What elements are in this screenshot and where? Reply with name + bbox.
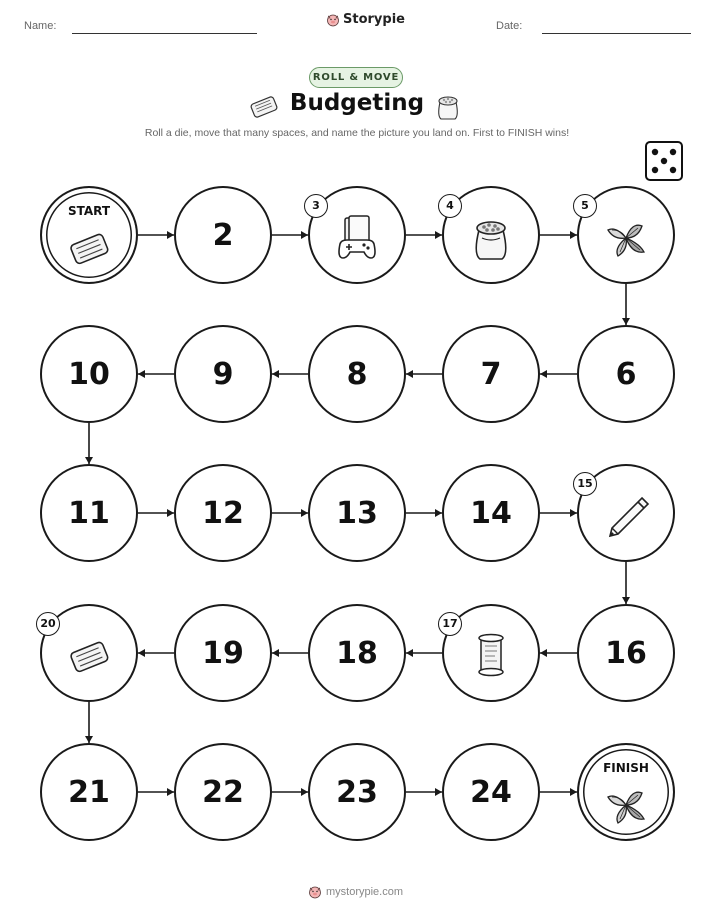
- space-number-badge: 4: [438, 194, 462, 218]
- space-number: 10: [68, 356, 110, 392]
- game-controller-icon: [333, 214, 381, 262]
- scroll-icon: [467, 632, 515, 680]
- board-space-15: [577, 464, 675, 562]
- brand-name: Storypie: [343, 12, 405, 27]
- board-space-11: [40, 464, 138, 562]
- board-space-18: [308, 604, 406, 702]
- board-space-13: [308, 464, 406, 562]
- board-space-14: [442, 464, 540, 562]
- board-space-9: [174, 325, 272, 423]
- board-space-5: [577, 186, 675, 284]
- finish-label: FINISH: [603, 761, 649, 775]
- space-number: 19: [202, 635, 244, 671]
- space-number: 21: [68, 774, 110, 810]
- space-number-badge: 3: [304, 194, 328, 218]
- space-number: 9: [212, 356, 234, 392]
- date-label: Date:: [496, 20, 523, 32]
- board-space-3: [308, 186, 406, 284]
- board-space-4: [442, 186, 540, 284]
- board-space-16: [577, 604, 675, 702]
- start-space: [40, 186, 138, 284]
- leaves-icon: [602, 781, 650, 829]
- finish-space: [577, 743, 675, 841]
- board-space-10: [40, 325, 138, 423]
- footer: [308, 885, 403, 899]
- board-space-24: [442, 743, 540, 841]
- sponge-icon: [65, 224, 113, 272]
- instructions: Roll a die, move that many spaces, and name the picture you land on. First to FINISH wins!: [144, 127, 570, 139]
- space-number: 11: [68, 495, 110, 531]
- board-space-17: [442, 604, 540, 702]
- space-number: 2: [212, 217, 234, 253]
- space-number-badge: 20: [36, 612, 60, 636]
- leaves-icon: [602, 214, 650, 262]
- board-space-2: [174, 186, 272, 284]
- space-number: 12: [202, 495, 244, 531]
- board-space-8: [308, 325, 406, 423]
- space-number: 13: [336, 495, 378, 531]
- space-number: 6: [615, 356, 637, 392]
- board-space-6: [577, 325, 675, 423]
- board-space-12: [174, 464, 272, 562]
- board-space-19: [174, 604, 272, 702]
- sponge-icon: [65, 632, 113, 680]
- pencil-icon: [602, 492, 650, 540]
- page-title: Budgeting: [289, 90, 425, 116]
- footer-url: mystorypie.com: [326, 886, 404, 898]
- board-space-7: [442, 325, 540, 423]
- space-number-badge: 17: [438, 612, 462, 636]
- space-number: 16: [605, 635, 647, 671]
- board-space-20: [40, 604, 138, 702]
- board-space-22: [174, 743, 272, 841]
- start-label: START: [67, 204, 111, 218]
- space-number-badge: 15: [573, 472, 597, 496]
- space-number: 18: [336, 635, 378, 671]
- space-number: 23: [336, 774, 378, 810]
- space-number: 24: [470, 774, 512, 810]
- pig-mascot-icon: [308, 885, 322, 899]
- space-number: 8: [346, 356, 368, 392]
- space-number-badge: 5: [573, 194, 597, 218]
- board-space-23: [308, 743, 406, 841]
- game-type-badge: ROLL & MOVE: [309, 67, 403, 88]
- grain-sack-icon: [467, 214, 515, 262]
- space-number: 14: [470, 495, 512, 531]
- name-label: Name:: [24, 20, 57, 32]
- space-number: 7: [480, 356, 502, 392]
- board-space-21: [40, 743, 138, 841]
- space-number: 22: [202, 774, 244, 810]
